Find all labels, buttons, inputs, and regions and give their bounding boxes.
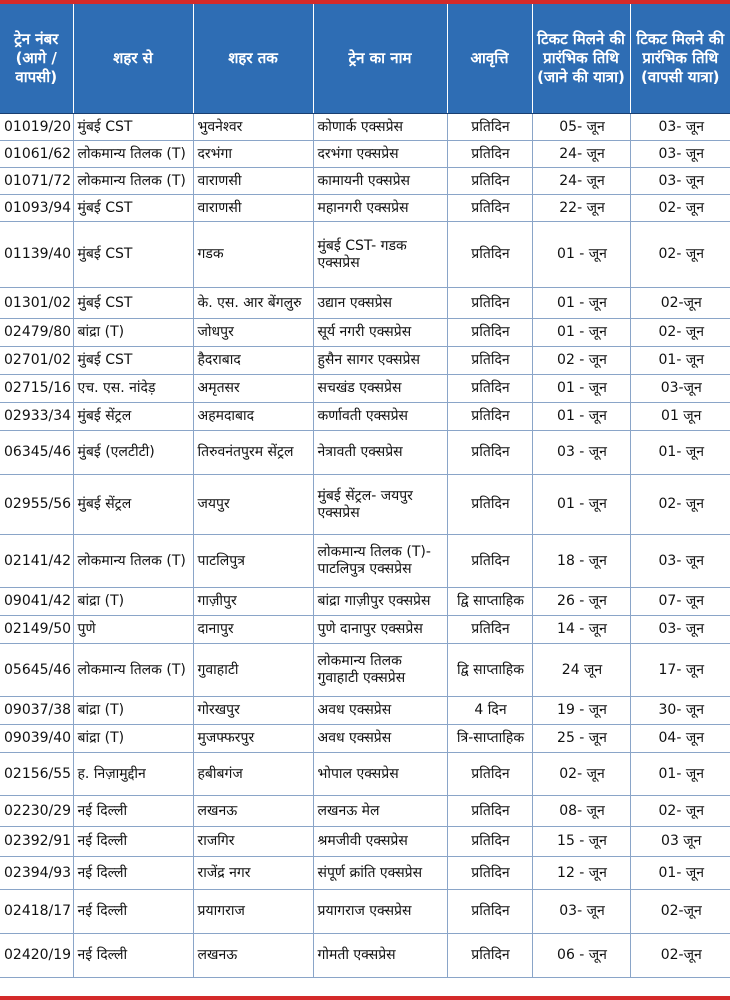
frequency-cell: प्रतिदिन xyxy=(447,857,532,890)
train-name-cell: अवध एक्सप्रेस xyxy=(313,697,447,725)
table-row xyxy=(0,934,730,978)
table-row xyxy=(0,616,730,644)
from-city-cell: मुंबई सेंट्रल xyxy=(73,403,193,431)
train-name-cell: उद्यान एक्सप्रेस xyxy=(313,288,447,319)
table-row xyxy=(0,375,730,403)
from-city-cell: लोकमान्य तिलक (T) xyxy=(73,141,193,168)
start-date-forward-cell: 25 - जून xyxy=(532,725,630,753)
table-row xyxy=(0,535,730,588)
table-row xyxy=(0,644,730,697)
frequency-cell: प्रतिदिन xyxy=(447,375,532,403)
to-city-cell: गुवाहाटी xyxy=(193,644,313,697)
start-date-return-cell: 01- जून xyxy=(630,857,730,890)
train-number-cell: 02230/29 xyxy=(0,796,73,827)
table-row xyxy=(0,725,730,753)
frequency-cell: प्रतिदिन xyxy=(447,403,532,431)
train-name-cell: मुंबई सेंट्रल- जयपुर एक्सप्रेस xyxy=(313,475,447,535)
from-city-cell: नई दिल्ली xyxy=(73,796,193,827)
frequency-cell: प्रतिदिन xyxy=(447,890,532,934)
train-name-cell: सूर्य नगरी एक्सप्रेस xyxy=(313,319,447,347)
col-header-from: शहर से xyxy=(73,4,193,114)
start-date-forward-cell: 15 - जून xyxy=(532,827,630,857)
frequency-cell: त्रि-साप्ताहिक xyxy=(447,725,532,753)
frequency-cell: प्रतिदिन xyxy=(447,222,532,288)
to-city-cell: राजगिर xyxy=(193,827,313,857)
start-date-forward-cell: 02- जून xyxy=(532,753,630,796)
start-date-return-cell: 07- जून xyxy=(630,588,730,616)
train-name-cell: सचखंड एक्सप्रेस xyxy=(313,375,447,403)
from-city-cell: मुंबई CST xyxy=(73,195,193,222)
frequency-cell: प्रतिदिन xyxy=(447,288,532,319)
table-row xyxy=(0,753,730,796)
train-number-cell: 01071/72 xyxy=(0,168,73,195)
train-number-cell: 01301/02 xyxy=(0,288,73,319)
to-city-cell: गडक xyxy=(193,222,313,288)
table-header xyxy=(0,4,730,114)
table-row xyxy=(0,222,730,288)
start-date-forward-cell: 02 - जून xyxy=(532,347,630,375)
frequency-cell: प्रतिदिन xyxy=(447,475,532,535)
table-row xyxy=(0,114,730,141)
start-date-forward-cell: 01 - जून xyxy=(532,319,630,347)
start-date-forward-cell: 26 - जून xyxy=(532,588,630,616)
train-number-cell: 06345/46 xyxy=(0,431,73,475)
train-number-cell: 09041/42 xyxy=(0,588,73,616)
start-date-return-cell: 17- जून xyxy=(630,644,730,697)
train-number-cell: 09039/40 xyxy=(0,725,73,753)
to-city-cell: गोरखपुर xyxy=(193,697,313,725)
start-date-return-cell: 02- जून xyxy=(630,195,730,222)
start-date-forward-cell: 24- जून xyxy=(532,168,630,195)
train-number-cell: 01061/62 xyxy=(0,141,73,168)
frequency-cell: प्रतिदिन xyxy=(447,347,532,375)
start-date-forward-cell: 01 - जून xyxy=(532,475,630,535)
train-number-cell: 02479/80 xyxy=(0,319,73,347)
col-header-to: शहर तक xyxy=(193,4,313,114)
table-row xyxy=(0,403,730,431)
frequency-cell: प्रतिदिन xyxy=(447,753,532,796)
to-city-cell: लखनऊ xyxy=(193,934,313,978)
start-date-return-cell: 03 जून xyxy=(630,827,730,857)
from-city-cell: नई दिल्ली xyxy=(73,857,193,890)
start-date-forward-cell: 01 - जून xyxy=(532,222,630,288)
from-city-cell: पुणे xyxy=(73,616,193,644)
col-header-train-no: ट्रेन नंबर (आगे / वापसी) xyxy=(0,4,73,114)
train-name-cell: अवध एक्सप्रेस xyxy=(313,725,447,753)
train-name-cell: कामायनी एक्सप्रेस xyxy=(313,168,447,195)
start-date-forward-cell: 24 जून xyxy=(532,644,630,697)
to-city-cell: लखनऊ xyxy=(193,796,313,827)
start-date-forward-cell: 08- जून xyxy=(532,796,630,827)
col-header-name: ट्रेन का नाम xyxy=(313,4,447,114)
train-name-cell: मुंबई CST- गडक एक्सप्रेस xyxy=(313,222,447,288)
to-city-cell: दानापुर xyxy=(193,616,313,644)
start-date-forward-cell: 24- जून xyxy=(532,141,630,168)
start-date-forward-cell: 03 - जून xyxy=(532,431,630,475)
table-row xyxy=(0,857,730,890)
train-number-cell: 02141/42 xyxy=(0,535,73,588)
to-city-cell: हबीबगंज xyxy=(193,753,313,796)
from-city-cell: नई दिल्ली xyxy=(73,827,193,857)
to-city-cell: प्रयागराज xyxy=(193,890,313,934)
frequency-cell: प्रतिदिन xyxy=(447,114,532,141)
start-date-return-cell: 02- जून xyxy=(630,319,730,347)
frequency-cell: द्वि साप्ताहिक xyxy=(447,644,532,697)
frequency-cell: प्रतिदिन xyxy=(447,796,532,827)
train-table xyxy=(0,4,730,978)
from-city-cell: नई दिल्ली xyxy=(73,934,193,978)
table-row xyxy=(0,827,730,857)
table-row xyxy=(0,588,730,616)
train-number-cell: 02156/55 xyxy=(0,753,73,796)
train-number-cell: 02392/91 xyxy=(0,827,73,857)
train-number-cell: 05645/46 xyxy=(0,644,73,697)
from-city-cell: मुंबई सेंट्रल xyxy=(73,475,193,535)
start-date-return-cell: 01- जून xyxy=(630,431,730,475)
start-date-return-cell: 01- जून xyxy=(630,753,730,796)
train-number-cell: 02149/50 xyxy=(0,616,73,644)
to-city-cell: अमृतसर xyxy=(193,375,313,403)
start-date-return-cell: 03- जून xyxy=(630,535,730,588)
to-city-cell: अहमदाबाद xyxy=(193,403,313,431)
from-city-cell: मुंबई CST xyxy=(73,288,193,319)
start-date-return-cell: 01- जून xyxy=(630,347,730,375)
start-date-forward-cell: 06 - जून xyxy=(532,934,630,978)
train-name-cell: महानगरी एक्सप्रेस xyxy=(313,195,447,222)
from-city-cell: एच. एस. नांदेड़ xyxy=(73,375,193,403)
start-date-forward-cell: 22- जून xyxy=(532,195,630,222)
start-date-return-cell: 04- जून xyxy=(630,725,730,753)
train-number-cell: 01093/94 xyxy=(0,195,73,222)
bottom-accent-bar xyxy=(0,996,730,1000)
start-date-return-cell: 02- जून xyxy=(630,796,730,827)
frequency-cell: प्रतिदिन xyxy=(447,616,532,644)
train-name-cell: गोमती एक्सप्रेस xyxy=(313,934,447,978)
start-date-forward-cell: 19 - जून xyxy=(532,697,630,725)
from-city-cell: ह. निज़ामुद्दीन xyxy=(73,753,193,796)
from-city-cell: मुंबई (एलटीटी) xyxy=(73,431,193,475)
start-date-forward-cell: 03- जून xyxy=(532,890,630,934)
to-city-cell: जयपुर xyxy=(193,475,313,535)
train-name-cell: लखनऊ मेल xyxy=(313,796,447,827)
to-city-cell: दरभंगा xyxy=(193,141,313,168)
train-number-cell: 02394/93 xyxy=(0,857,73,890)
train-name-cell: लोकमान्य तिलक (T)- पाटलिपुत्र एक्सप्रेस xyxy=(313,535,447,588)
table-row xyxy=(0,475,730,535)
start-date-return-cell: 03- जून xyxy=(630,616,730,644)
start-date-return-cell: 03-जून xyxy=(630,375,730,403)
from-city-cell: नई दिल्ली xyxy=(73,890,193,934)
table-row xyxy=(0,319,730,347)
start-date-return-cell: 03- जून xyxy=(630,141,730,168)
train-number-cell: 01019/20 xyxy=(0,114,73,141)
start-date-return-cell: 02- जून xyxy=(630,475,730,535)
train-name-cell: दरभंगा एक्सप्रेस xyxy=(313,141,447,168)
from-city-cell: लोकमान्य तिलक (T) xyxy=(73,535,193,588)
to-city-cell: राजेंद्र नगर xyxy=(193,857,313,890)
start-date-forward-cell: 12 - जून xyxy=(532,857,630,890)
from-city-cell: लोकमान्य तिलक (T) xyxy=(73,644,193,697)
frequency-cell: 4 दिन xyxy=(447,697,532,725)
train-name-cell: लोकमान्य तिलक गुवाहाटी एक्सप्रेस xyxy=(313,644,447,697)
from-city-cell: बांद्रा (T) xyxy=(73,697,193,725)
train-name-cell: प्रयागराज एक्सप्रेस xyxy=(313,890,447,934)
start-date-forward-cell: 05- जून xyxy=(532,114,630,141)
start-date-return-cell: 02-जून xyxy=(630,934,730,978)
train-number-cell: 02715/16 xyxy=(0,375,73,403)
train-name-cell: नेत्रावती एक्सप्रेस xyxy=(313,431,447,475)
to-city-cell: तिरुवनंतपुरम सेंट्रल xyxy=(193,431,313,475)
train-name-cell: श्रमजीवी एक्सप्रेस xyxy=(313,827,447,857)
train-number-cell: 01139/40 xyxy=(0,222,73,288)
frequency-cell: प्रतिदिन xyxy=(447,168,532,195)
start-date-return-cell: 30- जून xyxy=(630,697,730,725)
to-city-cell: भुवनेश्वर xyxy=(193,114,313,141)
start-date-return-cell: 02-जून xyxy=(630,890,730,934)
table-body xyxy=(0,114,730,978)
from-city-cell: बांद्रा (T) xyxy=(73,319,193,347)
frequency-cell: प्रतिदिन xyxy=(447,827,532,857)
to-city-cell: पाटलिपुत्र xyxy=(193,535,313,588)
start-date-forward-cell: 18 - जून xyxy=(532,535,630,588)
train-name-cell: बांद्रा गाज़ीपुर एक्सप्रेस xyxy=(313,588,447,616)
table-row xyxy=(0,195,730,222)
frequency-cell: प्रतिदिन xyxy=(447,195,532,222)
start-date-forward-cell: 14 - जून xyxy=(532,616,630,644)
frequency-cell: प्रतिदिन xyxy=(447,141,532,168)
train-name-cell: संपूर्ण क्रांति एक्सप्रेस xyxy=(313,857,447,890)
table-row xyxy=(0,890,730,934)
table-row xyxy=(0,288,730,319)
frequency-cell: प्रतिदिन xyxy=(447,319,532,347)
table-row xyxy=(0,697,730,725)
train-number-cell: 02955/56 xyxy=(0,475,73,535)
from-city-cell: मुंबई CST xyxy=(73,114,193,141)
start-date-return-cell: 03- जून xyxy=(630,114,730,141)
train-name-cell: हुसैन सागर एक्सप्रेस xyxy=(313,347,447,375)
train-name-cell: पुणे दानापुर एक्सप्रेस xyxy=(313,616,447,644)
col-header-start-forward: टिकट मिलने की प्रारंभिक तिथि (जाने की यात्रा) xyxy=(532,4,630,114)
from-city-cell: बांद्रा (T) xyxy=(73,725,193,753)
table-row xyxy=(0,347,730,375)
frequency-cell: प्रतिदिन xyxy=(447,535,532,588)
to-city-cell: वाराणसी xyxy=(193,168,313,195)
to-city-cell: गाज़ीपुर xyxy=(193,588,313,616)
train-name-cell: भोपाल एक्सप्रेस xyxy=(313,753,447,796)
train-number-cell: 02933/34 xyxy=(0,403,73,431)
table-row xyxy=(0,431,730,475)
frequency-cell: प्रतिदिन xyxy=(447,934,532,978)
to-city-cell: मुजफ्फरपुर xyxy=(193,725,313,753)
start-date-forward-cell: 01 - जून xyxy=(532,403,630,431)
to-city-cell: हैदराबाद xyxy=(193,347,313,375)
to-city-cell: जोधपुर xyxy=(193,319,313,347)
col-header-frequency: आवृत्ति xyxy=(447,4,532,114)
from-city-cell: मुंबई CST xyxy=(73,222,193,288)
start-date-return-cell: 03- जून xyxy=(630,168,730,195)
train-name-cell: कोणार्क एक्सप्रेस xyxy=(313,114,447,141)
start-date-return-cell: 02- जून xyxy=(630,222,730,288)
table-row xyxy=(0,796,730,827)
start-date-return-cell: 02-जून xyxy=(630,288,730,319)
train-number-cell: 09037/38 xyxy=(0,697,73,725)
train-number-cell: 02418/17 xyxy=(0,890,73,934)
to-city-cell: वाराणसी xyxy=(193,195,313,222)
to-city-cell: के. एस. आर बेंगलुरु xyxy=(193,288,313,319)
from-city-cell: बांद्रा (T) xyxy=(73,588,193,616)
start-date-forward-cell: 01 - जून xyxy=(532,288,630,319)
col-header-start-return: टिकट मिलने की प्रारंभिक तिथि (वापसी यात्रा) xyxy=(630,4,730,114)
table-row xyxy=(0,168,730,195)
from-city-cell: मुंबई CST xyxy=(73,347,193,375)
frequency-cell: द्वि साप्ताहिक xyxy=(447,588,532,616)
train-number-cell: 02701/02 xyxy=(0,347,73,375)
train-name-cell: कर्णावती एक्सप्रेस xyxy=(313,403,447,431)
start-date-return-cell: 01 जून xyxy=(630,403,730,431)
frequency-cell: प्रतिदिन xyxy=(447,431,532,475)
train-number-cell: 02420/19 xyxy=(0,934,73,978)
table-row xyxy=(0,141,730,168)
start-date-forward-cell: 01 - जून xyxy=(532,375,630,403)
from-city-cell: लोकमान्य तिलक (T) xyxy=(73,168,193,195)
